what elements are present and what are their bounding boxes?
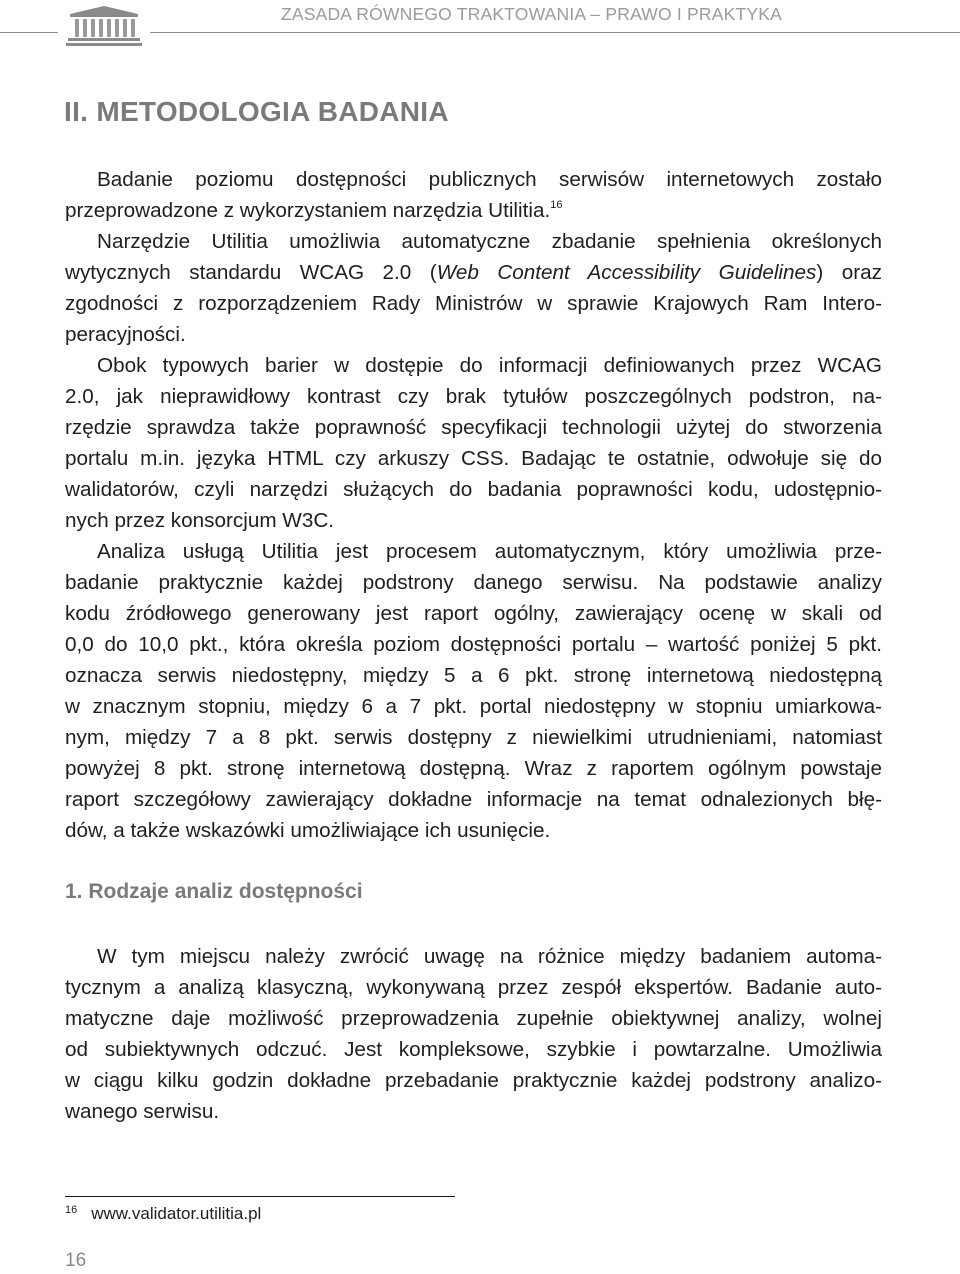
- paragraph-3-line-4: portalu m.in. języka HTML czy arkuszy CSS. Badając te ostatnie, odwołuje się do: [65, 447, 882, 470]
- footnote-reference: 16: [550, 199, 563, 211]
- footnote-link[interactable]: www.validator.utilitia.pl: [91, 1204, 262, 1223]
- paragraph-5-line-3: matyczne daje możliwość przeprowadzenia zupełnie obiektywnej analizy, wolnej: [65, 1007, 882, 1030]
- paragraph-4-line-5: oznacza serwis niedostępny, między 5 a 6 pkt. stronę internetową niedostępną: [65, 664, 882, 687]
- paragraph-3-line-2: 2.0, jak nieprawidłowy kontrast czy brak tytułów poszczególnych podstron, na-: [65, 385, 882, 408]
- paragraph-1-line-2-text: przeprowadzone z wykorzystaniem narzędzia Utilitia.: [65, 199, 551, 222]
- running-title: ZASADA RÓWNEGO TRAKTOWANIA – PRAWO I PRAKTYKA: [280, 4, 782, 24]
- paragraph-5-line-1: W tym miejscu należy zwrócić uwagę na różnice między badaniem automa-: [97, 945, 882, 968]
- footnote-number: 16: [65, 1204, 78, 1216]
- paragraph-4-line-1: Analiza usługą Utilitia jest procesem automatycznym, który umożliwia prze-: [97, 540, 882, 563]
- paragraph-3-line-6: nych przez konsorcjum W3C.: [65, 509, 335, 532]
- paragraph-3-line-1: Obok typowych barier w dostępie do informacji definiowanych przez WCAG: [97, 354, 882, 377]
- paragraph-5-line-2: tycznym a analizą klasyczną, wykonywaną przez zespół ekspertów. Badanie auto-: [65, 976, 882, 999]
- page-number: 16: [65, 1250, 87, 1271]
- paragraph-4-line-9: raport szczegółowy zawierający dokładne informacje na temat odnalezionych błę-: [65, 788, 882, 811]
- paragraph-4-line-4: 0,0 do 10,0 pkt., która określa poziom dostępności portalu – wartość poniżej 5 pkt.: [65, 633, 882, 656]
- paragraph-1-line-1: Badanie poziomu dostępności publicznych serwisów internetowych zostało: [97, 168, 882, 191]
- paragraph-3-line-5: walidatorów, czyli narzędzi służących do badania poprawności kodu, udostępnio-: [65, 478, 882, 501]
- paragraph-2-line-4: peracyjności.: [65, 323, 186, 346]
- footnote: [65, 1204, 261, 1224]
- subsection-title: 1. Rodzaje analiz dostępności: [65, 880, 363, 903]
- paragraph-4-line-2: badanie praktycznie każdej podstrony danego serwisu. Na podstawie analizy: [65, 571, 882, 594]
- paragraph-2-line-2-b: ) oraz: [816, 261, 882, 284]
- paragraph-2-line-1: Narzędzie Utilitia umożliwia automatyczne zbadanie spełnienia określonych: [97, 230, 882, 253]
- paragraph-2-line-2: [65, 257, 882, 288]
- paragraph-1-line-2: [65, 195, 562, 226]
- paragraph-5-line-6: wanego serwisu.: [65, 1100, 220, 1123]
- paragraph-5-line-4: od subiektywnych odczuć. Jest kompleksowe, szybkie i powtarzalne. Umożliwia: [65, 1038, 882, 1061]
- paragraph-2-line-3: zgodności z rozporządzeniem Rady Ministrów w sprawie Krajowych Ram Intero-: [65, 292, 882, 315]
- paragraph-2-line-2-a: wytycznych standardu WCAG 2.0 (: [65, 261, 437, 284]
- footnote-rule: [65, 1196, 455, 1197]
- header-rule-right: [150, 32, 960, 33]
- paragraph-3-line-3: rzędzie sprawdza także poprawność specyfikacji technologii użytej do stworzenia: [65, 416, 882, 439]
- paragraph-4-line-3: kodu źródłowego generowany jest raport ogólny, zawierający ocenę w skali od: [65, 602, 882, 625]
- paragraph-4-line-7: nym, między 7 a 8 pkt. serwis dostępny z niewielkimi utrudnieniami, natomiast: [65, 726, 882, 749]
- paragraph-5-line-5: w ciągu kilku godzin dokładne przebadanie praktycznie każdej podstrony analizo-: [65, 1069, 882, 1092]
- institution-logo: [64, 4, 144, 48]
- wcag-full-name: Web Content Accessibility Guidelines: [436, 261, 817, 284]
- section-title: II. METODOLOGIA BADANIA: [64, 96, 449, 127]
- paragraph-4-line-8: powyżej 8 pkt. stronę internetową dostępną. Wraz z raportem ogólnym powstaje: [65, 757, 882, 780]
- header-rule-left: [0, 32, 58, 33]
- paragraph-4-line-6: w znacznym stopniu, między 6 a 7 pkt. portal niedostępny w stopniu umiarkowa-: [65, 695, 882, 718]
- paragraph-4-line-10: dów, a także wskazówki umożliwiające ich usunięcie.: [65, 819, 551, 842]
